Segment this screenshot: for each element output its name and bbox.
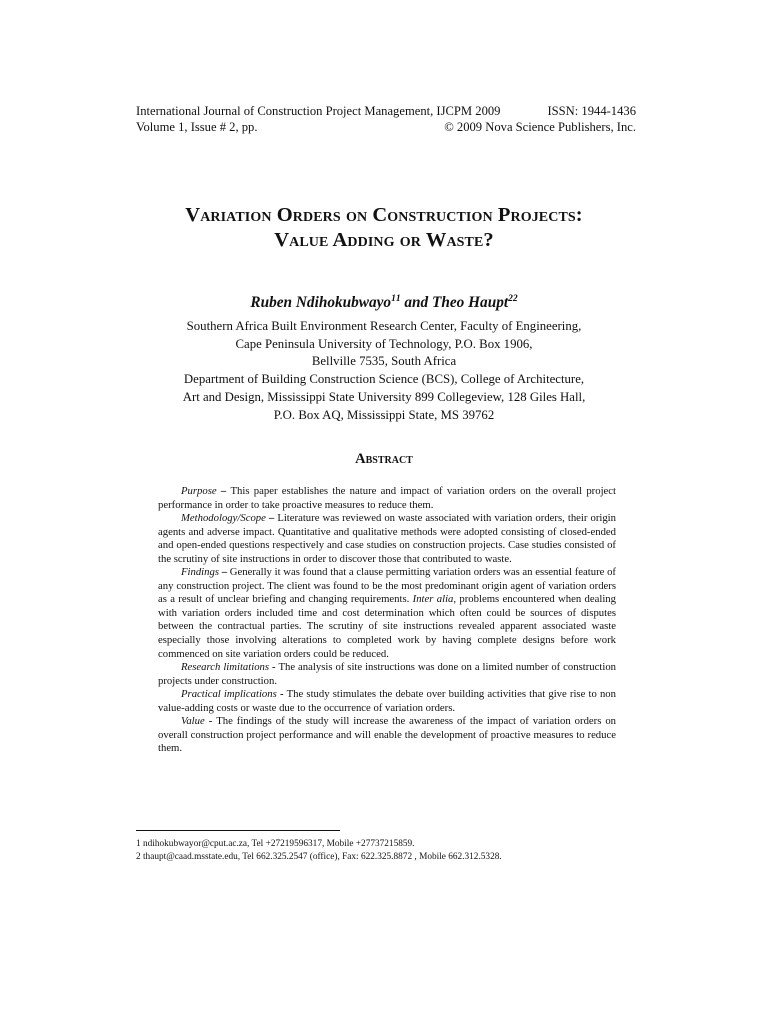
findings-text: Generally it was found that a clause permitting variation orders was an essential feature of any construction project. The client was found to be the most predominant origin agent of variation orders as a result of unclear briefing and changing requirements. xyxy=(158,566,616,606)
author-line xyxy=(0,294,768,312)
methodology-text: Literature was reviewed on waste associated with variation orders, their origin agents and adverse impact. Quantitative and qualitative methods were adopted consisting of closed-ended and open-ended questions respectively and case studies on construction projects. Case studies consisted of the scrutiny of site instructions in order to discover those that contributed to waste. xyxy=(158,512,616,565)
header-row-2 xyxy=(136,119,636,135)
footnote-divider xyxy=(136,830,340,831)
footnote-1: 1 ndihokubwayor@cput.ac.za, Tel +27219596317, Mobile +27737215859. xyxy=(136,839,415,849)
limitations-text: The analysis of site instructions was done on a limited number of construction projects under construction. xyxy=(158,661,617,687)
affiliation-line: P.O. Box AQ, Mississippi State, MS 39762 xyxy=(273,407,495,422)
abstract-heading: Abstract xyxy=(355,451,413,467)
abstract-paragraph-purpose xyxy=(158,485,616,512)
author-1-mark: 1 xyxy=(391,294,396,304)
limitations-label: Research limitations xyxy=(181,661,270,674)
running-header xyxy=(136,103,636,135)
purpose-text: This paper establishes the nature and impact of variation orders on the overall project performance in order to take proactive measures to reduce them. xyxy=(158,485,617,511)
title-line-1: Variation Orders on Construction Projects: xyxy=(185,204,583,226)
affiliation-line: Cape Peninsula University of Technology, P.O. Box 1906, xyxy=(235,336,533,351)
purpose-label: Purpose xyxy=(181,485,217,497)
affiliation-line: Bellville 7535, South Africa xyxy=(311,354,457,369)
abstract-paragraph-findings xyxy=(158,566,616,661)
paper-title xyxy=(0,203,768,253)
value-sep: - xyxy=(204,715,217,728)
abstract-paragraph-implications xyxy=(158,688,616,715)
author-2-mark: 2 xyxy=(508,294,513,304)
affiliation-line: Department of Building Construction Science (BCS), College of Architecture, xyxy=(183,372,585,387)
volume-issue: Volume 1, Issue # 2, pp. xyxy=(136,120,258,134)
affiliation-line: Art and Design, Mississippi State University 899 Collegeview, 128 Giles Hall, xyxy=(182,389,586,404)
copyright: © 2009 Nova Science Publishers, Inc. xyxy=(444,120,636,134)
implications-sep: - xyxy=(276,688,287,701)
implications-label: Practical implications xyxy=(181,688,277,701)
journal-name: International Journal of Construction Project Management, IJCPM 2009 xyxy=(136,104,501,118)
limitations-sep: - xyxy=(269,661,279,674)
abstract-paragraph-value xyxy=(158,715,616,756)
methodology-sep: – xyxy=(265,512,278,525)
purpose-sep: – xyxy=(216,485,231,497)
issn: ISSN: 1944-1436 xyxy=(547,104,636,118)
abstract-paragraph-methodology xyxy=(158,512,616,566)
methodology-label: Methodology/Scope xyxy=(181,512,266,525)
author-1: Ruben Ndihokubwayo xyxy=(250,294,392,312)
header-row-1 xyxy=(136,103,636,119)
abstract-paragraph-limitations xyxy=(158,661,616,688)
author-1-footnote-ref: 1 xyxy=(395,294,401,304)
findings-label: Findings xyxy=(181,566,220,579)
author-2-footnote-ref: 2 xyxy=(512,294,518,304)
title-line-2: Value Adding or Waste? xyxy=(274,229,494,251)
author-joiner: and xyxy=(400,294,433,312)
value-label: Value xyxy=(181,715,205,728)
findings-extra-text: , problems encountered when dealing with variation orders included time and cost determination which often could be sources of disputes between the contractual parties. The scrutiny of site instructions revealed apparent associated waste especially those involving alterations to completed work by having complete designs before work commenced on site variation orders could be reduced. xyxy=(158,593,616,660)
findings-sep: – xyxy=(219,566,230,579)
value-text: The findings of the study will increase the awareness of the impact of variation orders on overall construction project performance and will enable the development of proactive measures to reduce them. xyxy=(158,715,617,755)
footnotes xyxy=(136,838,696,864)
implications-text: The study stimulates the debate over building activities that give rise to non value-adding costs or waste due to the occurrence of variation orders. xyxy=(158,688,616,714)
abstract-body xyxy=(158,485,616,756)
inter-alia-label: Inter alia xyxy=(412,593,454,606)
affiliations xyxy=(0,318,768,424)
author-2: Theo Haupt xyxy=(432,294,509,312)
footnote-2: 2 thaupt@caad.msstate.edu, Tel 662.325.2547 (office), Fax: 622.325.8872 , Mobile 662.312.5328. xyxy=(136,852,502,863)
affiliation-line: Southern Africa Built Environment Research Center, Faculty of Engineering, xyxy=(186,319,582,333)
